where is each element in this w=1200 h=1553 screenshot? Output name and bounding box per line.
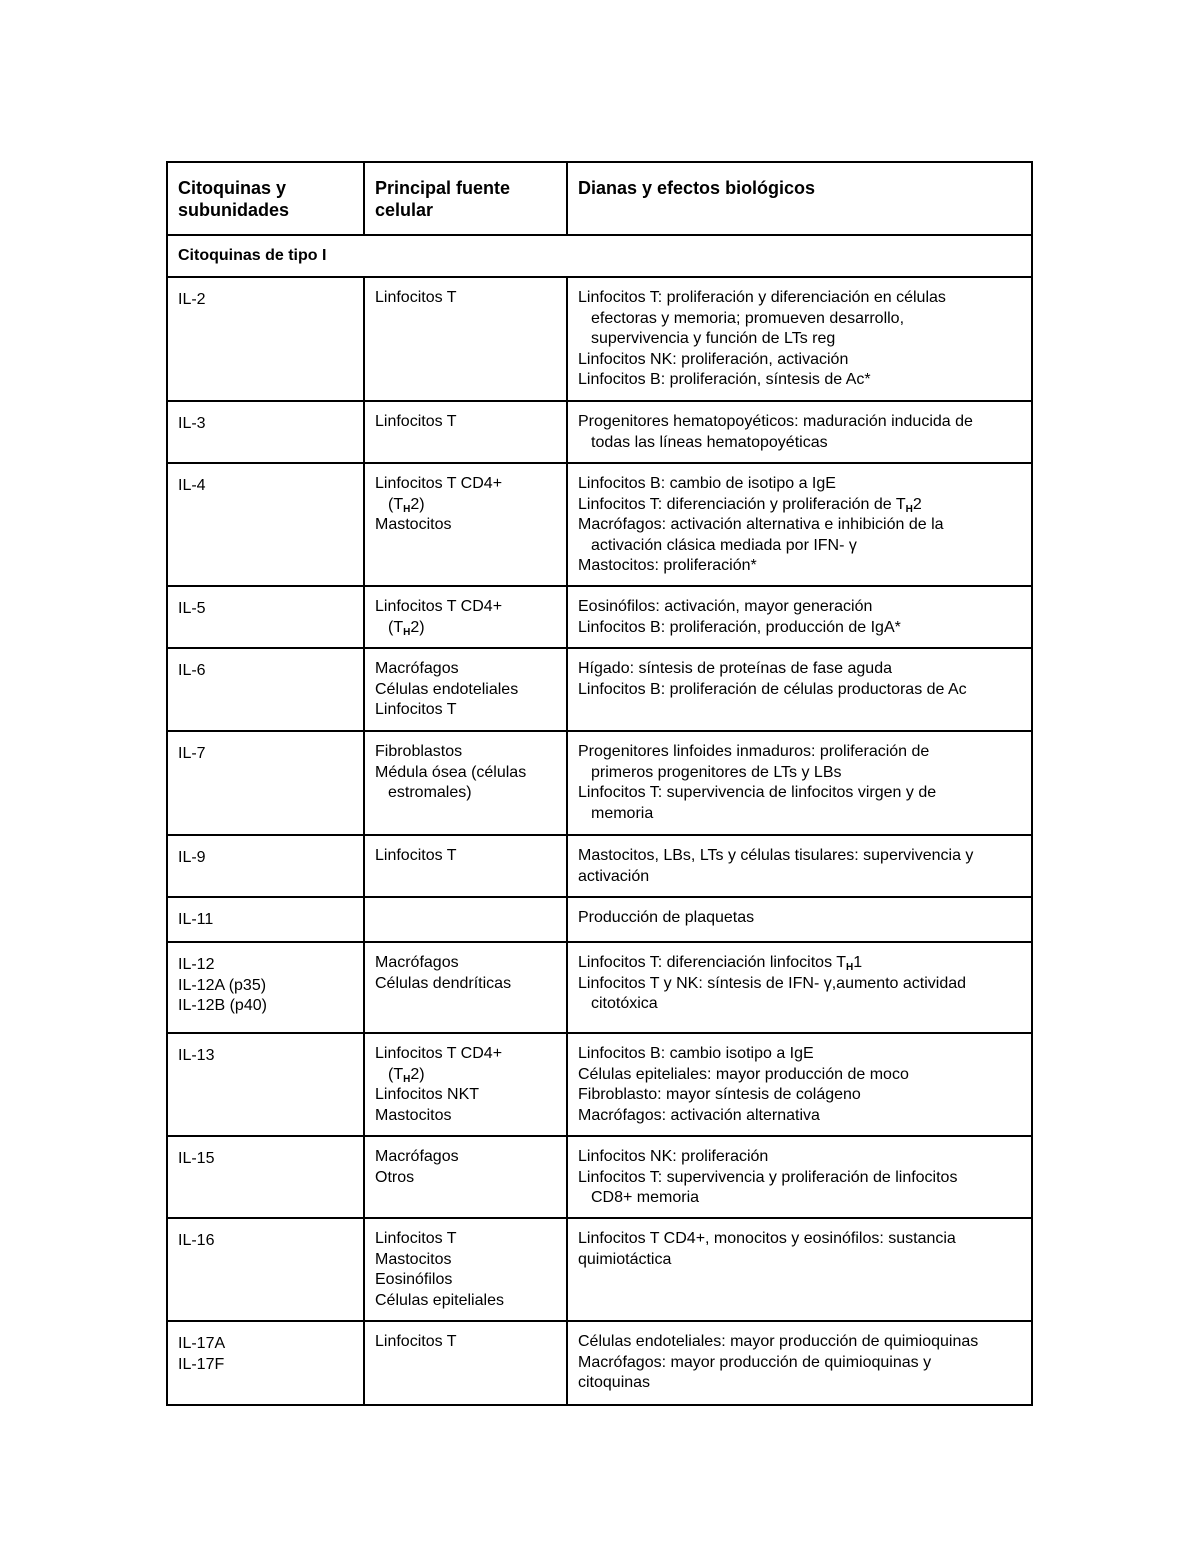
targets-cell-line (578, 412, 1021, 433)
source-cell-line (375, 474, 556, 495)
source-cell-line (375, 1270, 556, 1291)
targets-cell-line (578, 1373, 1021, 1394)
line-text: Macrófagos (375, 954, 459, 971)
line-text: primeros progenitores de LTs y LBs (591, 763, 842, 781)
line-text: Mastocitos (375, 1106, 452, 1124)
targets-cell (567, 1321, 1032, 1405)
line-text: Linfocitos T y NK: síntesis de IFN- γ,aumento actividad (578, 974, 967, 992)
source-cell-line (375, 1065, 556, 1086)
line-text: Linfocitos NKT (375, 1086, 480, 1103)
line-text: supervivencia y función de LTs reg (591, 330, 836, 347)
subscript: H (846, 962, 854, 973)
subscript: H (403, 626, 411, 638)
source-cell-line (375, 1291, 556, 1312)
targets-cell-line (578, 846, 1021, 867)
header-cytokines: Citoquinas y subunidades (167, 162, 364, 235)
source-cell (364, 1321, 567, 1405)
cytokine-name: IL-2 (178, 291, 206, 308)
table-row (167, 1033, 1032, 1136)
line-text: Linfocitos B: proliferación de células productoras de Ac (578, 680, 967, 698)
source-cell-line (375, 1250, 556, 1271)
targets-cell-line (578, 974, 1021, 995)
cytokine-name: IL-5 (178, 600, 206, 617)
source-cell-line (375, 700, 556, 721)
line-suffix: 2) (410, 1065, 425, 1083)
targets-cell (567, 463, 1032, 586)
line-text: Linfocitos T (375, 701, 457, 718)
targets-cell-line (578, 515, 1021, 536)
line-text: Linfocitos T (375, 847, 457, 864)
source-cell-line (375, 1106, 556, 1127)
cytokine-cell (167, 401, 364, 463)
line-text: Células endoteliales: mayor producción de quimioquinas (578, 1333, 979, 1350)
targets-cell-line (578, 742, 1021, 763)
cytokine-name: IL-12B (p40) (178, 997, 267, 1014)
table-row (167, 942, 1032, 1033)
source-cell (364, 1033, 567, 1136)
targets-cell-line (578, 1065, 1021, 1086)
line-text: (T (388, 618, 404, 636)
source-cell-line (375, 763, 556, 784)
line-text: Linfocitos T: supervivencia y proliferación de linfocitos (578, 1168, 958, 1186)
line-text: Otros (375, 1168, 415, 1186)
source-cell (364, 835, 567, 897)
targets-cell-line (578, 1229, 1021, 1250)
line-text: Mastocitos: proliferación* (578, 557, 757, 574)
table-row (167, 1136, 1032, 1218)
line-text: Médula ósea (células (375, 763, 527, 781)
table-row (167, 897, 1032, 942)
targets-cell-line (578, 867, 1021, 888)
table-row (167, 731, 1032, 835)
source-cell-line (375, 1147, 556, 1168)
targets-cell-line (578, 1250, 1021, 1271)
targets-cell-line (578, 495, 1021, 516)
line-text: Linfocitos B: proliferación, síntesis de Ac* (578, 371, 871, 388)
table-row (167, 277, 1032, 401)
line-text: Linfocitos B: cambio de isotipo a IgE (578, 475, 836, 492)
targets-cell-line (578, 309, 1021, 330)
line-text: todas las líneas hematopoyéticas (591, 433, 828, 451)
targets-cell-line (578, 536, 1021, 557)
source-cell-line (375, 1229, 556, 1250)
source-cell-line (375, 783, 556, 804)
table-row (167, 648, 1032, 731)
line-text: Linfocitos T: diferenciación y proliferación de T (578, 495, 906, 513)
targets-cell (567, 586, 1032, 648)
targets-cell-line (578, 659, 1021, 680)
source-cell (364, 897, 567, 942)
line-text: memoria (591, 804, 654, 822)
table-row (167, 1321, 1032, 1405)
source-cell (364, 277, 567, 401)
line-text: Linfocitos B: cambio isotipo a IgE (578, 1045, 814, 1062)
header-row (167, 162, 1032, 235)
line-text: Mastocitos, LBs, LTs y células tisulares: supervivencia y (578, 847, 974, 864)
line-text: Macrófagos: activación alternativa (578, 1106, 820, 1124)
cytokine-cell (167, 731, 364, 835)
table-row (167, 463, 1032, 586)
line-text: Linfocitos T CD4+ (375, 598, 503, 615)
source-cell-line (375, 412, 556, 433)
subscript: H (403, 503, 411, 515)
line-text: Hígado: síntesis de proteínas de fase aguda (578, 660, 892, 677)
targets-cell-line (578, 994, 1021, 1015)
targets-cell-line (578, 1147, 1021, 1168)
cytokine-name: IL-12 (178, 956, 215, 973)
line-text: citoquinas (578, 1374, 651, 1391)
line-text: Linfocitos T CD4+, monocitos y eosinófilos: sustancia (578, 1230, 956, 1247)
line-suffix: 2) (410, 618, 425, 636)
source-cell-line (375, 618, 556, 639)
line-text: (T (388, 495, 404, 513)
cytokine-name: IL-16 (178, 1232, 215, 1249)
line-text: Linfocitos T (375, 1230, 457, 1247)
cytokine-cell (167, 942, 364, 1033)
cytokine-cell (167, 1136, 364, 1218)
targets-cell-line (578, 680, 1021, 701)
targets-cell (567, 942, 1032, 1033)
table-row (167, 401, 1032, 463)
targets-cell-line (578, 783, 1021, 804)
cytokine-name: IL-17F (178, 1355, 225, 1373)
line-suffix: 2) (410, 495, 425, 513)
targets-cell (567, 1136, 1032, 1218)
cytokine-cell (167, 586, 364, 648)
cytokine-cell (167, 897, 364, 942)
targets-cell-line (578, 908, 1021, 929)
line-text: Linfocitos T (375, 289, 457, 306)
line-text: Fibroblastos (375, 743, 463, 760)
line-text: Linfocitos T CD4+ (375, 1045, 503, 1062)
targets-cell-line (578, 474, 1021, 495)
targets-cell-line (578, 1332, 1021, 1353)
targets-cell-line (578, 350, 1021, 371)
source-cell-line (375, 597, 556, 618)
targets-cell-line (578, 1353, 1021, 1374)
line-suffix: 2 (912, 495, 922, 513)
line-text: activación (578, 867, 650, 885)
line-suffix: 1 (853, 954, 863, 971)
targets-cell (567, 1033, 1032, 1136)
line-text: Linfocitos NK: proliferación, activación (578, 350, 849, 368)
targets-cell-line (578, 763, 1021, 784)
table-row (167, 1218, 1032, 1321)
line-text: Linfocitos T: proliferación y diferenciación en células (578, 289, 946, 306)
header-source-text: Principal fuente celular (375, 178, 511, 220)
line-text: Producción de plaquetas (578, 909, 755, 926)
line-text: Eosinófilos: activación, mayor generación (578, 598, 873, 615)
line-text: Eosinófilos (375, 1271, 453, 1288)
targets-cell-line (578, 556, 1021, 577)
table-row (167, 835, 1032, 897)
targets-cell-line (578, 1188, 1021, 1209)
table-row (167, 586, 1032, 648)
targets-cell-line (578, 1106, 1021, 1127)
cytokine-name: IL-3 (178, 415, 206, 432)
section-title: Citoquinas de tipo I (167, 235, 1032, 277)
header-source (364, 162, 567, 235)
line-text: Linfocitos T: supervivencia de linfocitos virgen y de (578, 784, 937, 801)
targets-cell-line (578, 597, 1021, 618)
source-cell-line (375, 1332, 556, 1353)
line-text: Mastocitos (375, 1250, 452, 1268)
targets-cell (567, 1218, 1032, 1321)
line-text: efectoras y memoria; promueven desarrollo, (591, 309, 905, 327)
source-cell-line (375, 846, 556, 867)
source-cell-line (375, 1044, 556, 1065)
section-row (167, 235, 1032, 277)
source-cell (364, 731, 567, 835)
line-text: Mastocitos (375, 516, 452, 533)
line-text: estromales) (388, 784, 472, 801)
line-text: Macrófagos (375, 660, 459, 677)
targets-cell (567, 648, 1032, 731)
line-text: Progenitores hematopoyéticos: maduración inducida de (578, 413, 973, 430)
targets-cell-line (578, 370, 1021, 391)
targets-cell-line (578, 433, 1021, 454)
line-text: Macrófagos: mayor producción de quimioquinas y (578, 1353, 932, 1371)
cytokine-table (166, 161, 1033, 1406)
cytokine-name: IL-17A (178, 1335, 226, 1352)
cytokine-name: IL-4 (178, 477, 206, 494)
cytokine-cell (167, 463, 364, 586)
line-text: Linfocitos T (375, 413, 457, 430)
targets-cell (567, 401, 1032, 463)
cytokine-name: IL-9 (178, 849, 206, 866)
line-text: Macrófagos: activación alternativa e inhibición de la (578, 516, 944, 533)
cytokine-cell (167, 1033, 364, 1136)
line-text: Linfocitos B: proliferación, producción de IgA* (578, 618, 901, 636)
cytokine-name: IL-7 (178, 745, 206, 762)
targets-cell-line (578, 1168, 1021, 1189)
line-text: Células dendríticas (375, 974, 512, 992)
line-text: Células epiteliales (375, 1291, 504, 1309)
source-cell (364, 942, 567, 1033)
line-text: Linfocitos T CD4+ (375, 475, 503, 492)
cytokine-name: IL-6 (178, 662, 206, 679)
line-text: Progenitores linfoides inmaduros: proliferación de (578, 743, 930, 760)
source-cell (364, 1136, 567, 1218)
line-text: Linfocitos T (375, 1333, 457, 1350)
cytokine-cell (167, 648, 364, 731)
line-text: Células endoteliales (375, 680, 519, 698)
cytokine-cell (167, 1218, 364, 1321)
targets-cell-line (578, 618, 1021, 639)
line-text: Macrófagos (375, 1148, 459, 1165)
source-cell-line (375, 974, 556, 995)
targets-cell-line (578, 288, 1021, 309)
source-cell-line (375, 495, 556, 516)
targets-cell (567, 835, 1032, 897)
targets-cell (567, 277, 1032, 401)
source-cell (364, 586, 567, 648)
targets-cell (567, 731, 1032, 835)
targets-cell (567, 897, 1032, 942)
line-text: quimiotáctica (578, 1250, 672, 1268)
line-text: Linfocitos T: diferenciación linfocitos T (578, 954, 846, 971)
header-targets: Dianas y efectos biológicos (567, 162, 1032, 235)
source-cell-line (375, 742, 556, 763)
cytokine-cell (167, 277, 364, 401)
source-cell (364, 648, 567, 731)
line-text: Células epiteliales: mayor producción de moco (578, 1065, 909, 1083)
source-cell-line (375, 515, 556, 536)
source-cell-line (375, 1085, 556, 1106)
source-cell-line (375, 288, 556, 309)
line-text: CD8+ memoria (591, 1189, 700, 1206)
targets-cell-line (578, 804, 1021, 825)
table-body (167, 235, 1032, 1405)
cytokine-cell (167, 835, 364, 897)
source-cell-line (375, 680, 556, 701)
line-text: (T (388, 1065, 404, 1083)
line-text: Fibroblasto: mayor síntesis de colágeno (578, 1086, 861, 1103)
cytokine-cell (167, 1321, 364, 1405)
source-cell-line (375, 1168, 556, 1189)
targets-cell-line (578, 953, 1021, 974)
source-cell-line (375, 659, 556, 680)
cytokine-name: IL-13 (178, 1047, 215, 1064)
line-text: citotóxica (591, 995, 658, 1012)
targets-cell-line (578, 1085, 1021, 1106)
line-text: Linfocitos NK: proliferación (578, 1148, 769, 1165)
subscript: H (905, 503, 913, 515)
cytokine-name: IL-12A (p35) (178, 976, 267, 994)
source-cell (364, 401, 567, 463)
line-text: activación clásica mediada por IFN- γ (591, 536, 857, 554)
targets-cell-line (578, 1044, 1021, 1065)
source-cell-line (375, 953, 556, 974)
cytokine-name: IL-15 (178, 1150, 215, 1167)
source-cell (364, 463, 567, 586)
source-cell (364, 1218, 567, 1321)
subscript: H (403, 1073, 411, 1085)
cytokine-name: IL-11 (178, 911, 214, 928)
targets-cell-line (578, 329, 1021, 350)
